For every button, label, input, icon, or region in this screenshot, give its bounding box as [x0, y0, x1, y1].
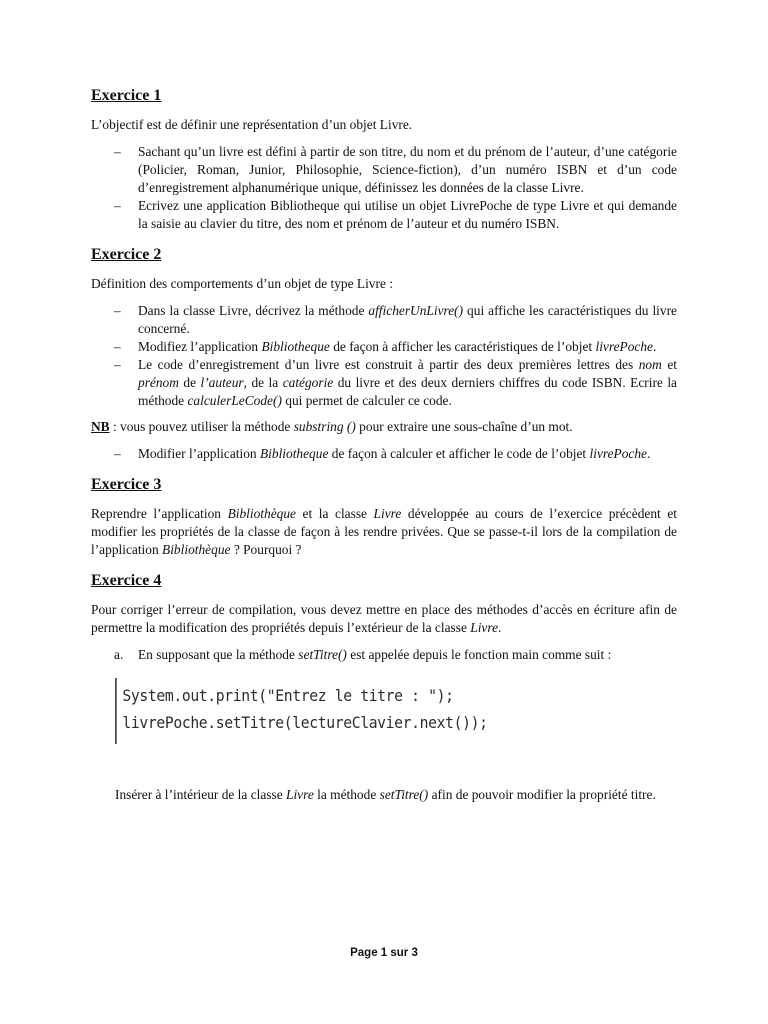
exercise-2-intro: Définition des comportements d’un objet de type Livre : — [91, 276, 393, 291]
code-line: livrePoche.setTitre(lectureClavier.next()); — [122, 713, 488, 732]
list-item: – Le code d’enregistrement d’un livre est construit à partir des deux premières lettres des nom et prénom de l’auteur, de la catégorie du livre et des deux derniers chiffres du code ISBN. Ecrire la méthode calculerLeCode() qui permet de calculer ce code. — [114, 357, 677, 408]
exercise-4-text: Pour corriger l’erreur de compilation, vous devez mettre en place des méthodes d’accès en écriture afin de permettre la modification des propriétés depuis l’extérieur de la classe Livre. — [91, 602, 677, 635]
exercise-4-instruction: Insérer à l’intérieur de la classe Livre la méthode setTitre() afin de pouvoir modifier la propriété titre. — [115, 787, 656, 802]
list-item: – Modifiez l’application Bibliotheque de façon à afficher les caractéristiques de l’objet livrePoche. — [114, 339, 657, 354]
exercise-2-list — [91, 302, 677, 410]
exercise-3-title: Exercice 3 — [91, 476, 162, 493]
exercise-1-intro: L’objectif est de définir une représentation d’un objet Livre. — [91, 117, 413, 132]
list-item: – Modifier l’application Bibliotheque de façon à calculer et afficher le code de l’objet livrePoche. — [114, 446, 651, 461]
exercise-1-title: Exercice 1 — [91, 87, 162, 104]
nb-note: NB : vous pouvez utiliser la méthode substring () pour extraire une sous-chaîne d’un mot. — [91, 419, 573, 434]
page-footer: Page 1 sur 3 — [350, 947, 418, 959]
code-snippet — [115, 678, 488, 744]
exercise-1-list — [91, 143, 677, 233]
exercise-2-title: Exercice 2 — [91, 246, 162, 263]
exercise-3-text: Reprendre l’application Bibliothèque et la classe Livre développée au cours de l’exercice précèdent et modifier les propriétés de la classe de façon à les rendre privées. Que se passe-t-il lors de la compilation de l’application Bibliothèque ? Pourquoi ? — [91, 506, 677, 557]
list-item: – Dans la classe Livre, décrivez la méthode afficherUnLivre() qui affiche les caractéristiques du livre concerné. — [114, 303, 677, 336]
exercise-4-title: Exercice 4 — [91, 572, 162, 589]
list-item: – Ecrivez une application Bibliotheque qui utilise un objet LivrePoche de type Livre et qui demande la saisie au clavier du titre, des nom et prénom de l’auteur et du numéro ISBN. — [114, 198, 677, 231]
exercise-2-list-2 — [91, 445, 677, 463]
code-line: System.out.print("Entrez le titre : "); — [122, 686, 454, 705]
document-page — [91, 86, 677, 804]
list-item-a: a. En supposant que la méthode setTitre() est appelée depuis le fonction main comme suit : — [114, 647, 612, 662]
list-item: – Sachant qu’un livre est défini à partir de son titre, du nom et du prénom de l’auteur, d’une catégorie (Policier, Roman, Junior, Philosophie, Science-fiction), d’un numéro ISBN et d’un code d’enregistrement alphanumérique unique, définissez les données de la classe Livre. — [114, 144, 677, 195]
